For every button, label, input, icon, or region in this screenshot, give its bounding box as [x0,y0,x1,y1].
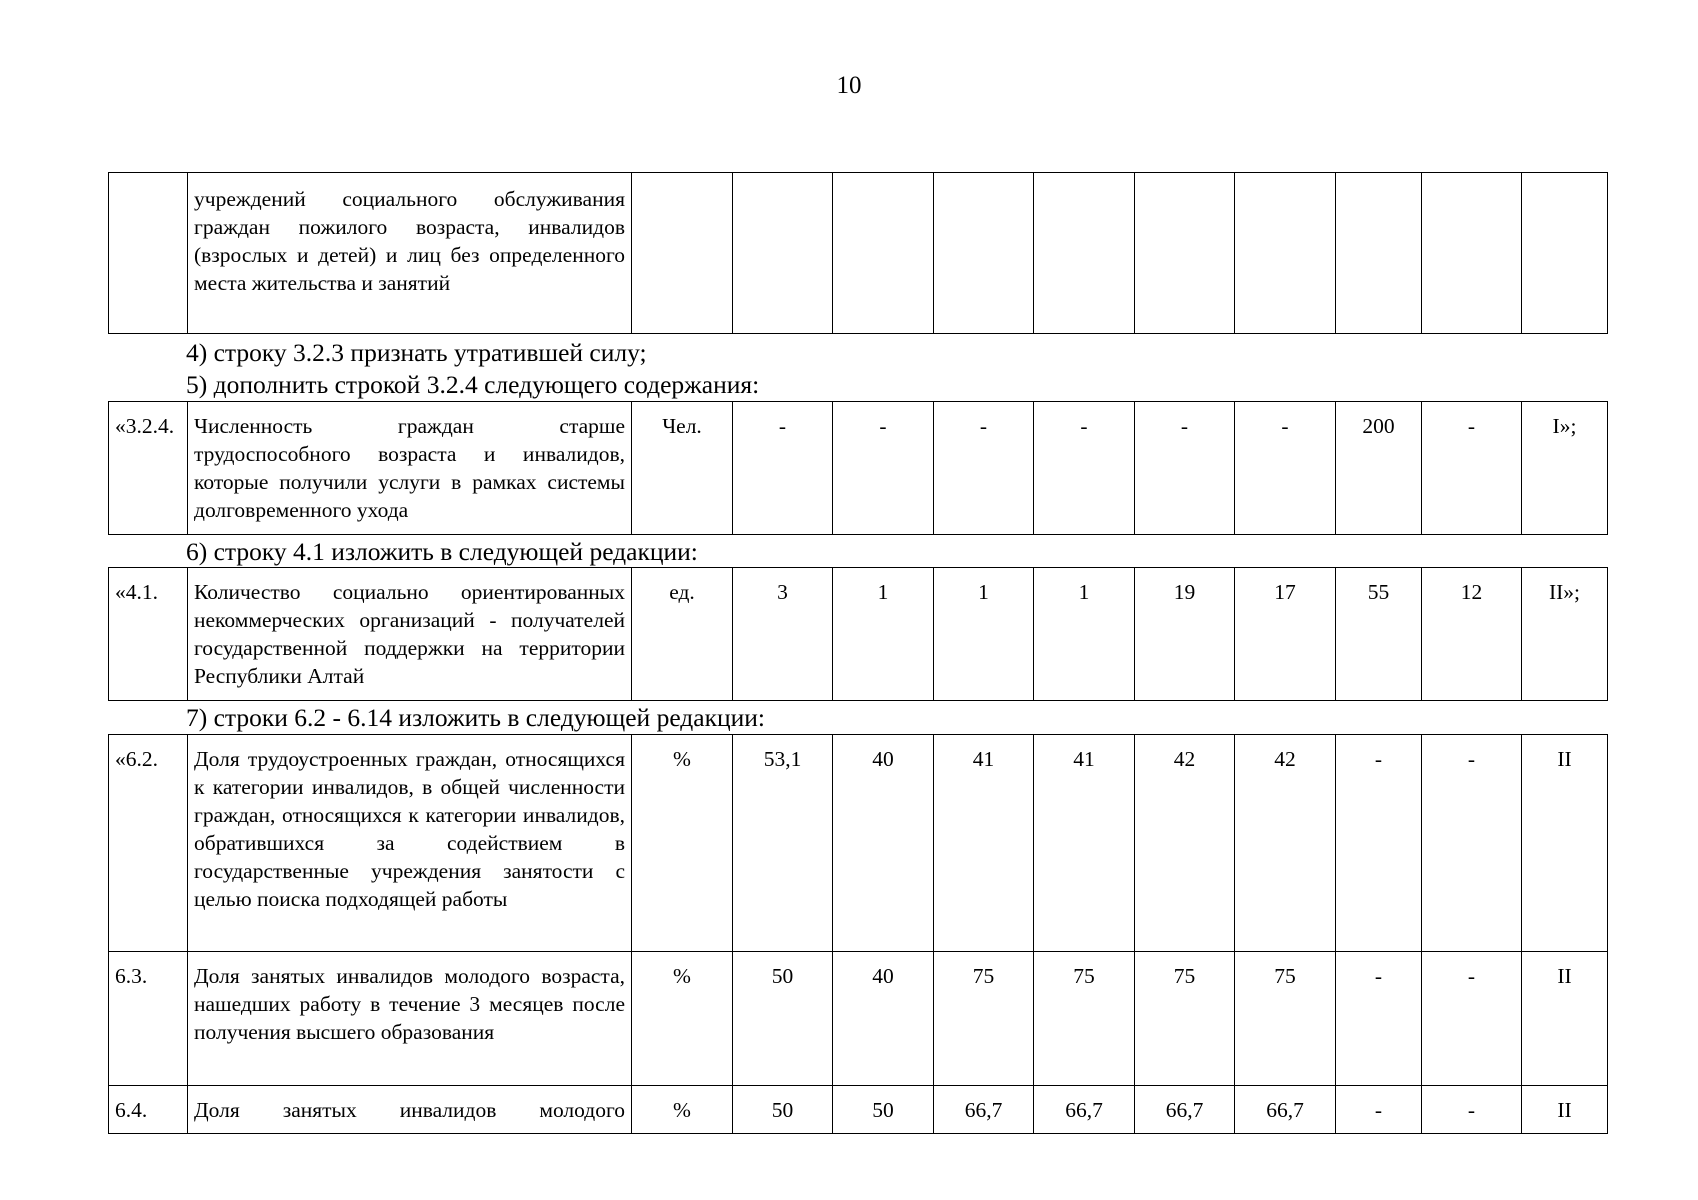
cell-value: 41 [1034,735,1135,952]
cell-value: 75 [1135,952,1235,1086]
cell-value: 66,7 [1235,1086,1336,1134]
cell-value: 42 [1135,735,1235,952]
cell-value: - [934,402,1034,535]
cell-value: - [1135,402,1235,535]
cell-value: 1 [833,568,934,701]
instruction-6: 6) строку 4.1 изложить в следующей редакции: [186,537,698,566]
cell-value: 66,7 [1135,1086,1235,1134]
row-description: Доля занятых инвалидов молодого [188,1086,632,1134]
cell-value: 200 [1336,402,1422,535]
cell-source: I»; [1522,402,1608,535]
cell-value [934,173,1034,334]
cell-value [833,173,934,334]
cell-value: 50 [733,952,833,1086]
page-number: 10 [836,72,862,99]
row-number: «6.2. [109,735,188,952]
table-row [109,735,1608,952]
row-description: Доля занятых инвалидов молодого возраста, нашедших работу в течение 3 месяцев после получения высшего образования [188,952,632,1086]
cell-value: - [1422,1086,1522,1134]
instruction-7: 7) строки 6.2 - 6.14 изложить в следующей редакции: [186,703,766,732]
cell-value [1422,173,1522,334]
cell-value: 50 [733,1086,833,1134]
cell-value: - [1336,735,1422,952]
row-description: Численность граждан старше трудоспособного возраста и инвалидов, которые получили услуги в рамках системы долговременного ухода [188,402,632,535]
cell-value: 66,7 [934,1086,1034,1134]
table-row [109,402,1608,535]
cell-unit: % [632,1086,733,1134]
cell-value: - [1235,402,1336,535]
cell-value [1034,173,1135,334]
cell-source: II [1522,952,1608,1086]
cell-value: 40 [833,735,934,952]
cell-value: 3 [733,568,833,701]
cell-unit: Чел. [632,402,733,535]
cell-value: - [833,402,934,535]
cell-source: II [1522,1086,1608,1134]
cell-value: 40 [833,952,934,1086]
cell-value: - [1034,402,1135,535]
table-continuation [108,172,1607,334]
cell-value: 75 [934,952,1034,1086]
row-number: «4.1. [109,568,188,701]
table-rows-6 [108,734,1607,1134]
table-row [109,568,1608,701]
instruction-5: 5) дополнить строкой 3.2.4 следующего содержания: [186,370,760,399]
row-number: «3.2.4. [109,402,188,535]
cell-value [1135,173,1235,334]
instruction-4: 4) строку 3.2.3 признать утратившей силу; [186,338,647,367]
cell-value [733,173,833,334]
cell-value: - [1336,1086,1422,1134]
cell-unit: % [632,952,733,1086]
cell-value: 55 [1336,568,1422,701]
cell-value: 12 [1422,568,1522,701]
cell-source: II [1522,735,1608,952]
cell-value: - [733,402,833,535]
table-row [109,1086,1608,1134]
cell-value: 41 [934,735,1034,952]
cell-unit: ед. [632,568,733,701]
cell-unit [632,173,733,334]
cell-value: - [1422,402,1522,535]
indicators-table-6 [108,734,1608,1134]
cell-value: 1 [1034,568,1135,701]
cell-value: 42 [1235,735,1336,952]
row-description: Доля трудоустроенных граждан, относящихся к категории инвалидов, в общей численности граждан, относящихся к категории инвалидов, обратившихся за содействием в государственные учреждения занятости с целью поиска подходящей работы [188,735,632,952]
indicators-table-4-1 [108,567,1608,701]
table-row [109,952,1608,1086]
cell-value: 53,1 [733,735,833,952]
cell-source: II»; [1522,568,1608,701]
indicators-table-top [108,172,1608,334]
row-number: 6.4. [109,1086,188,1134]
indicators-table-3-2-4 [108,401,1608,535]
cell-value: - [1422,952,1522,1086]
cell-value: 75 [1034,952,1135,1086]
cell-value: 50 [833,1086,934,1134]
cell-value: 1 [934,568,1034,701]
row-description: учреждений социального обслуживания граждан пожилого возраста, инвалидов (взрослых и детей) и лиц без определенного места жительства и занятий [188,173,632,334]
cell-value: - [1336,952,1422,1086]
cell-value: 19 [1135,568,1235,701]
cell-source [1522,173,1608,334]
cell-value [1235,173,1336,334]
cell-value: 17 [1235,568,1336,701]
cell-value [1336,173,1422,334]
cell-value: - [1422,735,1522,952]
table-row-3-2-4 [108,401,1607,535]
row-number: 6.3. [109,952,188,1086]
cell-unit: % [632,735,733,952]
cell-value: 66,7 [1034,1086,1135,1134]
table-row [109,173,1608,334]
table-row-4-1 [108,567,1607,701]
row-description: Количество социально ориентированных некоммерческих организаций - получателей государственной поддержки на территории Республики Алтай [188,568,632,701]
cell-value: 75 [1235,952,1336,1086]
row-number [109,173,188,334]
